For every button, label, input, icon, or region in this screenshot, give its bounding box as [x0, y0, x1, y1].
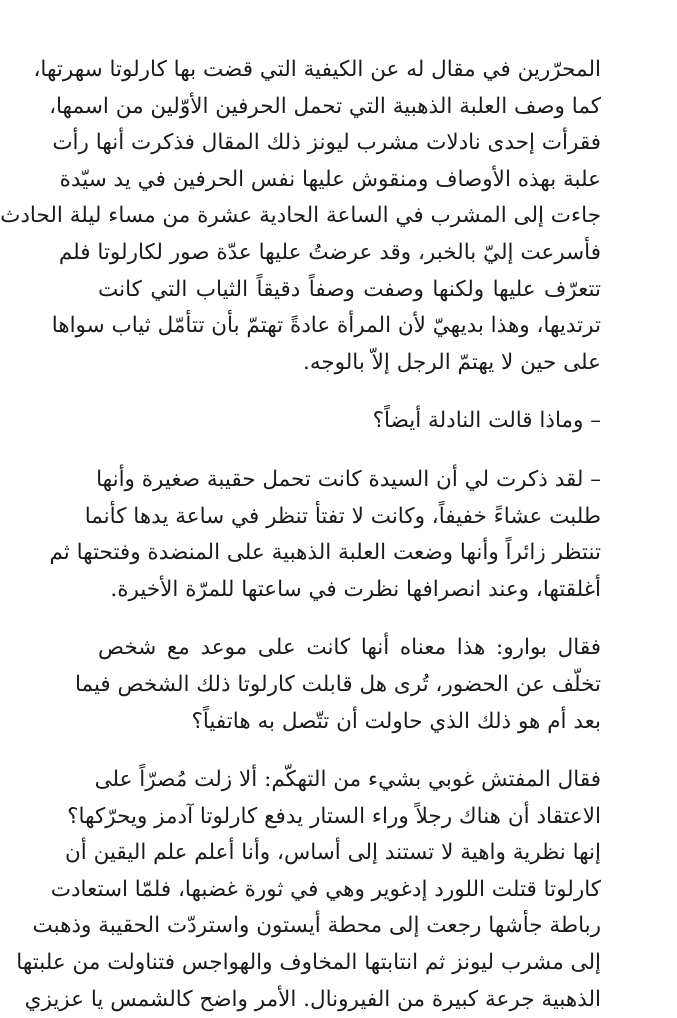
text-line: تنتظر زائراً وأنها وضعت العلبة الذهبية على المنضدة وفتحتها ثم [49, 540, 601, 566]
text-line: الاعتقاد أن هناك رجلاً وراء الستار يدفع كارلوتا آدمز ويحرّكها؟ [67, 803, 601, 829]
text-line: بعد أم هو ذلك الذي حاولت أن تتّصل به هاتفياً؟ [191, 708, 601, 734]
text-line: فقال المفتش غوبي بشيء من التهكّم: ألا زلت مُصرّاً على [94, 767, 601, 793]
text-line: فقال بوارو: هذا معناه أنها كانت على موعد مع شخص [98, 635, 601, 661]
text-line: ترتديها، وهذا بديهيّ لأن المرأة عادةً تهتمّ بأن تتأمّل ثياب سواها [51, 313, 601, 339]
text-line: علبة بهذه الأوصاف ومنقوش عليها نفس الحرفين في يد سيّدة [59, 166, 601, 192]
text-line: على حين لا يهتمّ الرجل إلاّ بالوجه. [302, 349, 601, 375]
text-line: طلبت عشاءً خفيفاً، وكانت لا تفتأ تنظر في ساعة يدها كأنما [84, 503, 601, 529]
text-line: أغلقتها، وعند انصرافها نظرت في ساعتها للمرّة الأخيرة. [110, 576, 601, 602]
paragraph-5 [16, 762, 601, 1018]
paragraph-3 [49, 462, 601, 608]
text-line: كارلوتا قتلت اللورد إدغوير وهي في ثورة غضبها، فلمّا استعادت [50, 876, 601, 902]
text-line: جاءت إلى المشرب في الساعة الحادية عشرة من مساء ليلة الحادث [0, 203, 601, 229]
text-line: إنها نظرية واهية لا تستند إلى أساس، وأنا أعلم علم اليقين أن [64, 840, 601, 866]
text-line: رباطة جأشها رجعت إلى محطة أيستون واستردّت الحقيبة وذهبت [32, 913, 601, 939]
text-line: تخلّف عن الحضور، تُرى هل قابلت كارلوتا ذلك الشخص فيما [74, 671, 601, 697]
text-line: إلى مشرب ليونز ثم انتابتها المخاوف والهواجس فتناولت من علبتها [16, 950, 601, 976]
text-line: – لقد ذكرت لي أن السيدة كانت تحمل حقيبة صغيرة وأنها [96, 466, 601, 492]
paragraph-1 [0, 52, 601, 381]
text-line: تتعرّف عليها ولكنها وصفت وصفاً دقيقاً الثياب التي كانت [98, 276, 601, 302]
text-line: الذهبية جرعة كبيرة من الفيرونال. الأمر واضح كالشمس يا عزيزي [24, 986, 601, 1012]
paragraph-4 [74, 630, 601, 740]
text-line: كما وصف العلبة الذهبية التي تحمل الحرفين الأوّلين من اسمها، [49, 93, 601, 119]
text-line: فأسرعت إليّ بالخبر، وقد عرضتُ عليها عدّة صور لكارلوتا فلم [58, 239, 601, 265]
paragraph-2 [98, 403, 601, 440]
text-line: فقرأت إحدى نادلات مشرب ليونز ذلك المقال فذكرت أنها رأت [52, 130, 601, 156]
text-line: المحرّرين في مقال له عن الكيفية التي قضت بها كارلوتا سهرتها، [33, 57, 601, 82]
text-line: – وماذا قالت النادلة أيضاً؟ [372, 408, 601, 434]
